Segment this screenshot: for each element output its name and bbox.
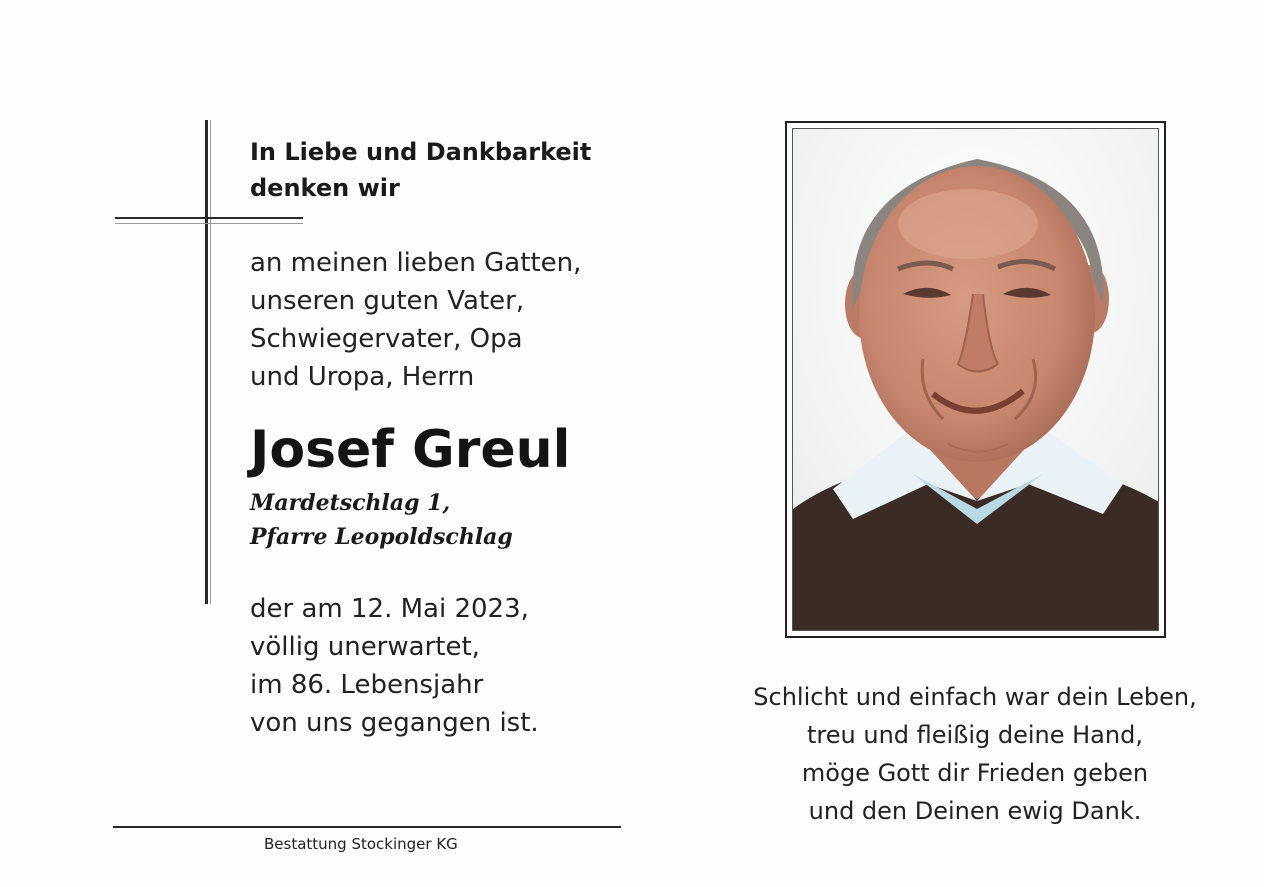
poem-line: treu und fleißig deine Hand, <box>807 721 1143 749</box>
address-line: Pfarre Leopoldschlag <box>250 524 513 550</box>
deceased-address <box>250 486 513 554</box>
death-line: von uns gegangen ist. <box>250 708 539 738</box>
portrait-photo-icon <box>792 128 1159 631</box>
relation-text <box>250 244 581 396</box>
death-line: im 86. Lebensjahr <box>250 670 484 700</box>
relation-line: unseren guten Vater, <box>250 286 525 316</box>
deceased-name: Josef Greul <box>250 420 571 480</box>
intro-line: denken wir <box>250 174 400 202</box>
relation-line: Schwiegervater, Opa <box>250 324 523 354</box>
death-line: völlig unerwartet, <box>250 632 480 662</box>
relation-line: an meinen lieben Gatten, <box>250 248 582 278</box>
death-notice <box>250 590 539 742</box>
intro-heading <box>250 134 591 206</box>
funeral-home-name: Bestattung Stockinger KG <box>264 835 458 853</box>
footer-divider <box>113 826 621 828</box>
intro-line: In Liebe und Dankbarkeit <box>250 138 592 166</box>
cross-horizontal-bar <box>115 217 303 219</box>
portrait-illustration <box>793 129 1159 631</box>
poem-line: und den Deinen ewig Dank. <box>808 797 1142 825</box>
death-line: der am 12. Mai 2023, <box>250 594 529 624</box>
portrait-frame <box>785 121 1166 638</box>
relation-line: und Uropa, Herrn <box>250 362 475 392</box>
poem-line: möge Gott dir Frieden geben <box>801 759 1149 787</box>
address-line: Mardetschlag 1, <box>250 490 451 516</box>
cross-vertical-bar <box>205 120 208 604</box>
poem-line: Schlicht und einfach war dein Leben, <box>753 683 1197 711</box>
memorial-poem <box>735 678 1215 830</box>
